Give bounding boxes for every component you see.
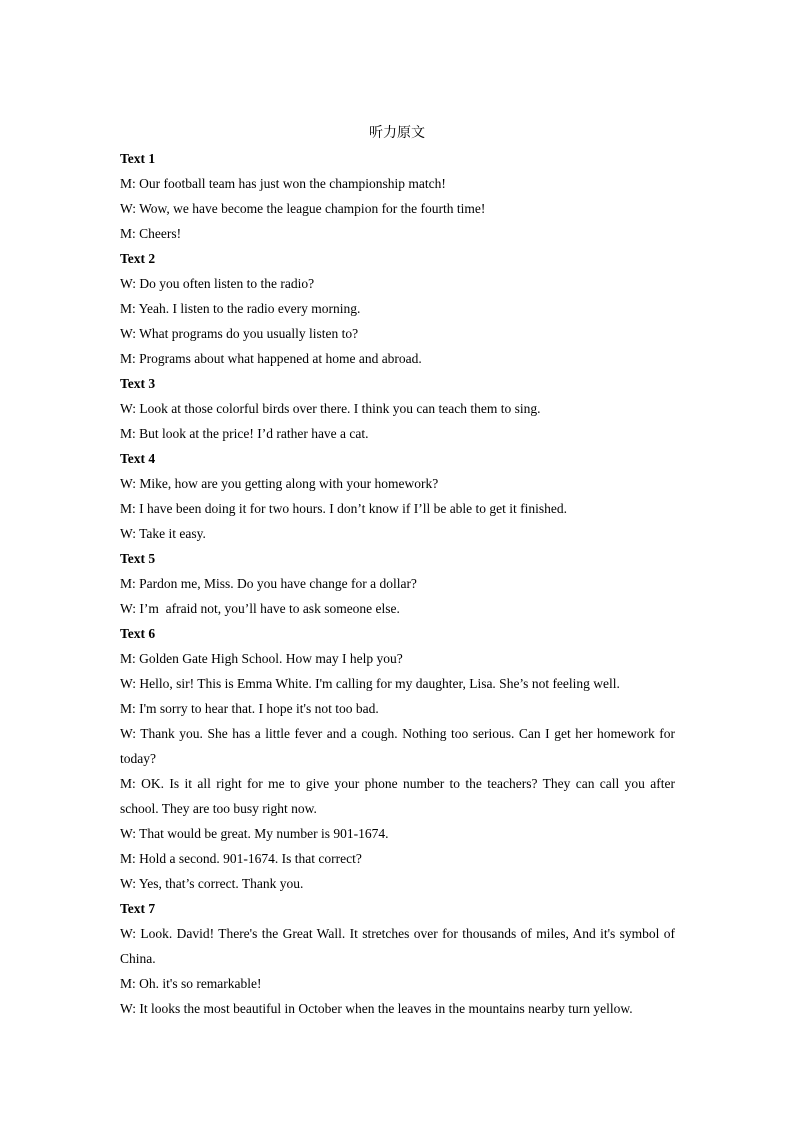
dialogue-line: M: Programs about what happened at home and abroad. [120,351,422,366]
dialogue-line: M: OK. Is it all right for me to give your phone number to the teachers? They can call you after school. They are too busy right now. [120,776,675,816]
section-heading: Text 1 [120,151,156,166]
dialogue-line: W: Hello, sir! This is Emma White. I'm calling for my daughter, Lisa. She’s not feeling well. [120,676,620,691]
dialogue-line: W: Thank you. She has a little fever and a cough. Nothing too serious. Can I get her homework for today? [120,726,675,766]
dialogue-line: M: Golden Gate High School. How may I help you? [120,651,403,666]
dialogue-line: M: Cheers! [120,226,182,241]
dialogue-line: W: Yes, that’s correct. Thank you. [120,876,304,891]
dialogue-line: M: Our football team has just won the championship match! [120,176,446,191]
section-heading: Text 4 [120,451,156,466]
dialogue-line: M: I have been doing it for two hours. I don’t know if I’ll be able to get it finished. [120,501,568,516]
dialogue-line: M: But look at the price! I’d rather have a cat. [120,426,369,441]
section-heading: Text 5 [120,551,156,566]
section-heading: Text 6 [120,626,156,641]
transcript-body [120,146,675,1021]
dialogue-line: M: Yeah. I listen to the radio every morning. [120,301,361,316]
dialogue-line: W: It looks the most beautiful in October when the leaves in the mountains nearby turn yellow. [120,1001,633,1016]
dialogue-line: W: Look. David! There's the Great Wall. It stretches over for thousands of miles, And it's symbol of China. [120,926,675,966]
section-heading: Text 7 [120,901,156,916]
dialogue-line: W: Look at those colorful birds over there. I think you can teach them to sing. [120,401,541,416]
dialogue-line: W: Wow, we have become the league champion for the fourth time! [120,201,486,216]
page-title: 听力原文 [369,125,425,141]
dialogue-line: M: I'm sorry to hear that. I hope it's not too bad. [120,701,379,716]
dialogue-line: M: Pardon me, Miss. Do you have change for a dollar? [120,576,417,591]
section-heading: Text 3 [120,376,156,391]
dialogue-line: W: Do you often listen to the radio? [120,276,315,291]
dialogue-line: W: That would be great. My number is 901-1674. [120,826,389,841]
dialogue-line: W: What programs do you usually listen to? [120,326,359,341]
section-heading: Text 2 [120,251,156,266]
dialogue-line: W: Take it easy. [120,526,206,541]
dialogue-line: W: I’m afraid not, you’ll have to ask someone else. [120,601,400,616]
dialogue-line: W: Mike, how are you getting along with your homework? [120,476,439,491]
dialogue-line: M: Oh. it's so remarkable! [120,976,262,991]
dialogue-line: M: Hold a second. 901-1674. Is that correct? [120,851,362,866]
